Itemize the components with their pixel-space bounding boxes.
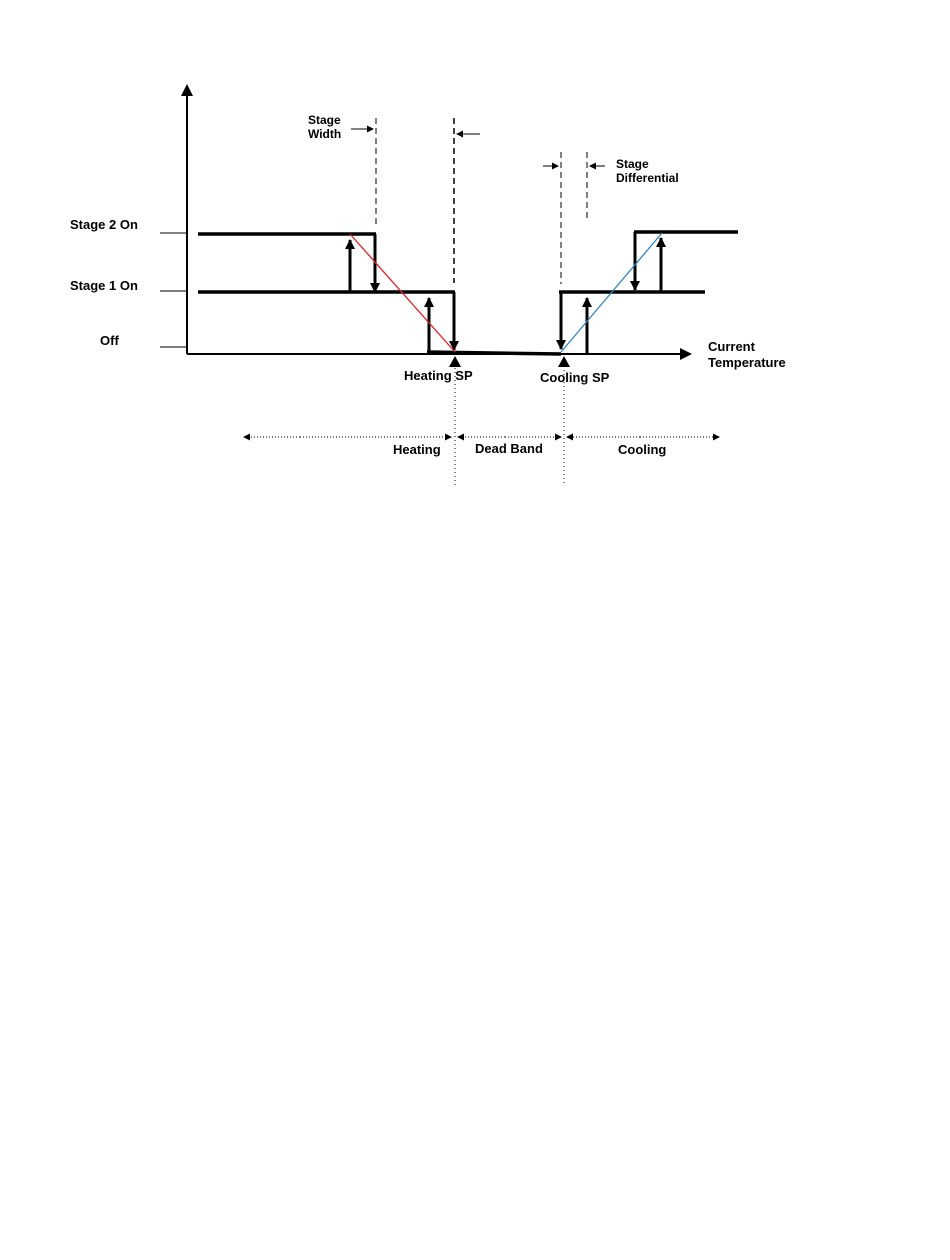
label-off: Off	[100, 333, 119, 348]
cooling-staging	[559, 232, 738, 354]
heating-staging	[198, 234, 455, 352]
stage-diff-label-line2: Differential	[616, 171, 679, 185]
dashed-guides	[376, 118, 587, 284]
label-stage2-on: Stage 2 On	[70, 217, 138, 232]
heating-band-label: Heating	[393, 442, 441, 457]
cooling-sp-marker	[558, 356, 570, 367]
cooling-band-label: Cooling	[618, 442, 667, 457]
cooling-sp-label: Cooling SP	[540, 370, 610, 385]
stage-width-label-line1: Stage	[308, 113, 341, 127]
dead-band-label: Dead Band	[475, 441, 543, 456]
axes	[160, 86, 690, 354]
x-axis-label-line2: Temperature	[708, 355, 786, 370]
heating-sp-label: Heating SP	[404, 368, 473, 383]
x-axis-label-line1: Current	[708, 339, 755, 354]
heating-sp-marker	[449, 356, 461, 367]
label-stage1-on: Stage 1 On	[70, 278, 138, 293]
stage-diff-label-line1: Stage	[616, 157, 649, 171]
stage-width-label-line2: Width	[308, 127, 342, 141]
off-line	[427, 352, 561, 354]
